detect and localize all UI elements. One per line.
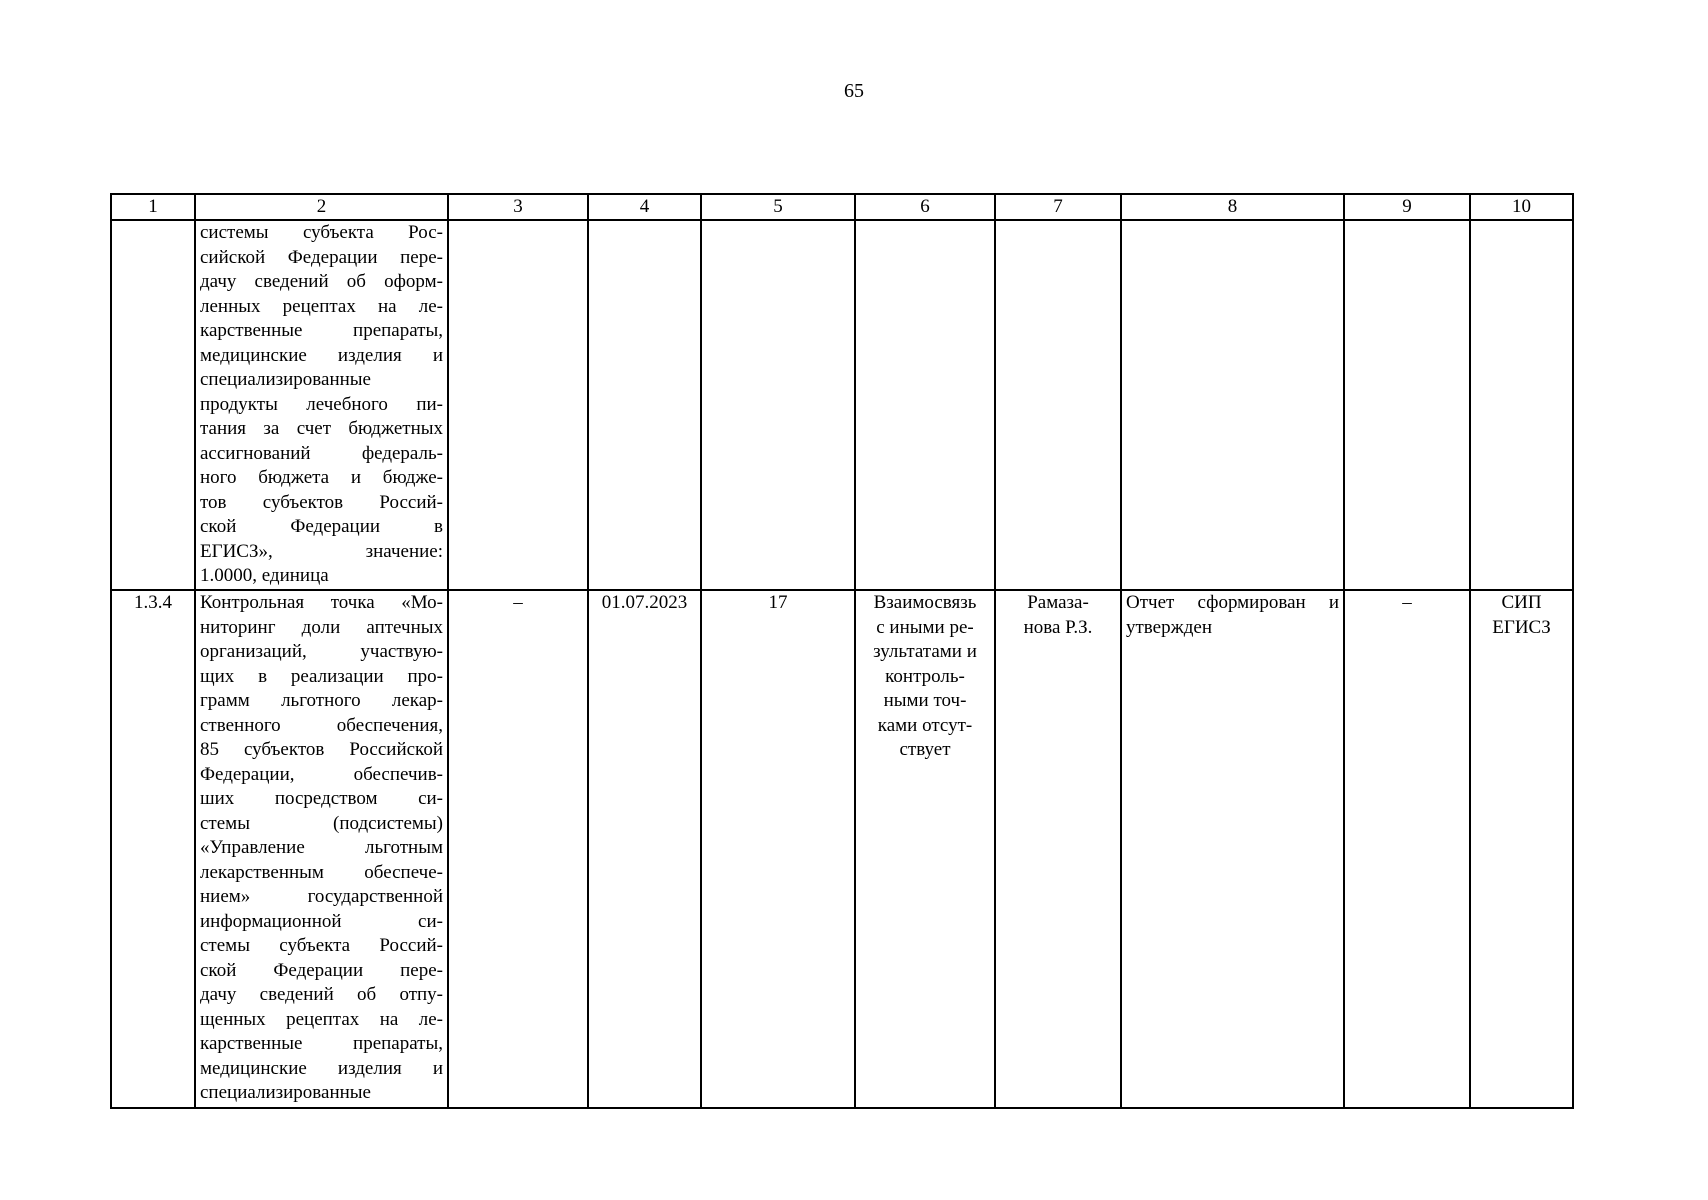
cell-description (195, 590, 448, 1108)
cell-col7 (995, 220, 1121, 590)
text-line: ленных рецептах на ле- (200, 295, 443, 317)
text-line: грамм льготного лекар- (200, 690, 443, 711)
text-line: щих в реализации про- (200, 665, 443, 687)
text-line: ственного обеспечения, (200, 714, 443, 736)
text-line: ской Федерации пере- (200, 959, 443, 981)
text-line: «Управление льготным (200, 837, 443, 858)
cell-num: 1.3.4 (111, 590, 195, 1108)
text-line: специализированные (200, 1082, 371, 1103)
cell-col9 (1344, 220, 1470, 590)
col-header-2: 2 (195, 194, 448, 220)
text-line: ками отсут- (877, 714, 973, 736)
text-line: специализированные (200, 369, 371, 390)
text-line: утвержден (1126, 616, 1212, 638)
column-number-row (111, 194, 1573, 220)
text-line: информационной си- (200, 910, 443, 932)
cell-result (1121, 590, 1344, 1108)
cell-col8 (1121, 220, 1344, 590)
cell-date: 01.07.2023 (588, 590, 701, 1108)
text-line: тов субъектов Россий- (200, 491, 443, 513)
text-line: Отчет сформирован и (1126, 592, 1339, 613)
text-line: дачу сведений об оформ- (200, 271, 443, 292)
cell-col6 (855, 220, 995, 590)
text-line: ниторинг доли аптечных (200, 616, 443, 638)
col-header-6: 6 (855, 194, 995, 220)
text-line: дачу сведений об отпу- (200, 984, 443, 1005)
text-line: щенных рецептах на ле- (200, 1008, 443, 1030)
text-line: ного бюджета и бюдже- (200, 467, 443, 488)
text-line: с иными ре- (876, 616, 974, 638)
text-line: карственные препараты, (200, 320, 443, 341)
col-header-1: 1 (111, 194, 195, 220)
text-line: ЕГИСЗ (1492, 616, 1551, 638)
text-line: карственные препараты, (200, 1033, 443, 1054)
text-line: нова Р.З. (1023, 616, 1093, 638)
text-line: тания за счет бюджетных (200, 418, 443, 439)
cell-responsible (995, 590, 1121, 1108)
text-line: медицинские изделия и (200, 344, 443, 366)
text-line: организаций, участвую- (200, 641, 443, 662)
cell-col5: 17 (701, 590, 855, 1108)
col-header-5: 5 (701, 194, 855, 220)
cell-description (195, 220, 448, 590)
page-number: 65 (844, 80, 864, 102)
text-line: СИП (1501, 592, 1542, 613)
cell-col3 (448, 220, 588, 590)
text-line: сийской Федерации пере- (200, 246, 443, 268)
cell-col5 (701, 220, 855, 590)
text-line: Контрольная точка «Мо- (200, 592, 443, 613)
cell-col4 (588, 220, 701, 590)
col-header-10: 10 (1470, 194, 1573, 220)
cell-num (111, 220, 195, 590)
text-line: зультатами и (873, 641, 977, 662)
text-line: ствует (899, 739, 951, 760)
text-line: медицинские изделия и (200, 1057, 443, 1079)
text-line: ской Федерации в (200, 516, 443, 537)
text-line: продукты лечебного пи- (200, 393, 443, 415)
text-line: контроль- (885, 665, 965, 687)
col-header-4: 4 (588, 194, 701, 220)
document-table (110, 193, 1574, 1109)
text-line: нием» государственной (200, 886, 443, 907)
text-line: ших посредством си- (200, 788, 443, 809)
text-line: 1.0000, единица (200, 565, 329, 586)
cell-col9: – (1344, 590, 1470, 1108)
cell-system (1470, 590, 1573, 1108)
text-line: Рамаза- (1027, 592, 1089, 613)
text-line: стемы субъекта Россий- (200, 935, 443, 956)
col-header-8: 8 (1121, 194, 1344, 220)
text-line: ЕГИСЗ», значение: (200, 540, 443, 562)
text-line: ассигнований федераль- (200, 442, 443, 464)
col-header-7: 7 (995, 194, 1121, 220)
text-line: 85 субъектов Российской (200, 739, 443, 760)
col-header-9: 9 (1344, 194, 1470, 220)
cell-col3: – (448, 590, 588, 1108)
table-row-continued (111, 220, 1573, 590)
text-line: системы субъекта Рос- (200, 222, 443, 243)
table-row-1-3-4 (111, 590, 1573, 1108)
text-line: Федерации, обеспечив- (200, 763, 443, 785)
text-line: стемы (подсистемы) (200, 812, 443, 834)
text-line: ными точ- (883, 690, 967, 711)
text-line: Взаимосвязь (873, 592, 977, 613)
cell-col10 (1470, 220, 1573, 590)
col-header-3: 3 (448, 194, 588, 220)
cell-relations (855, 590, 995, 1108)
text-line: лекарственным обеспече- (200, 861, 443, 883)
